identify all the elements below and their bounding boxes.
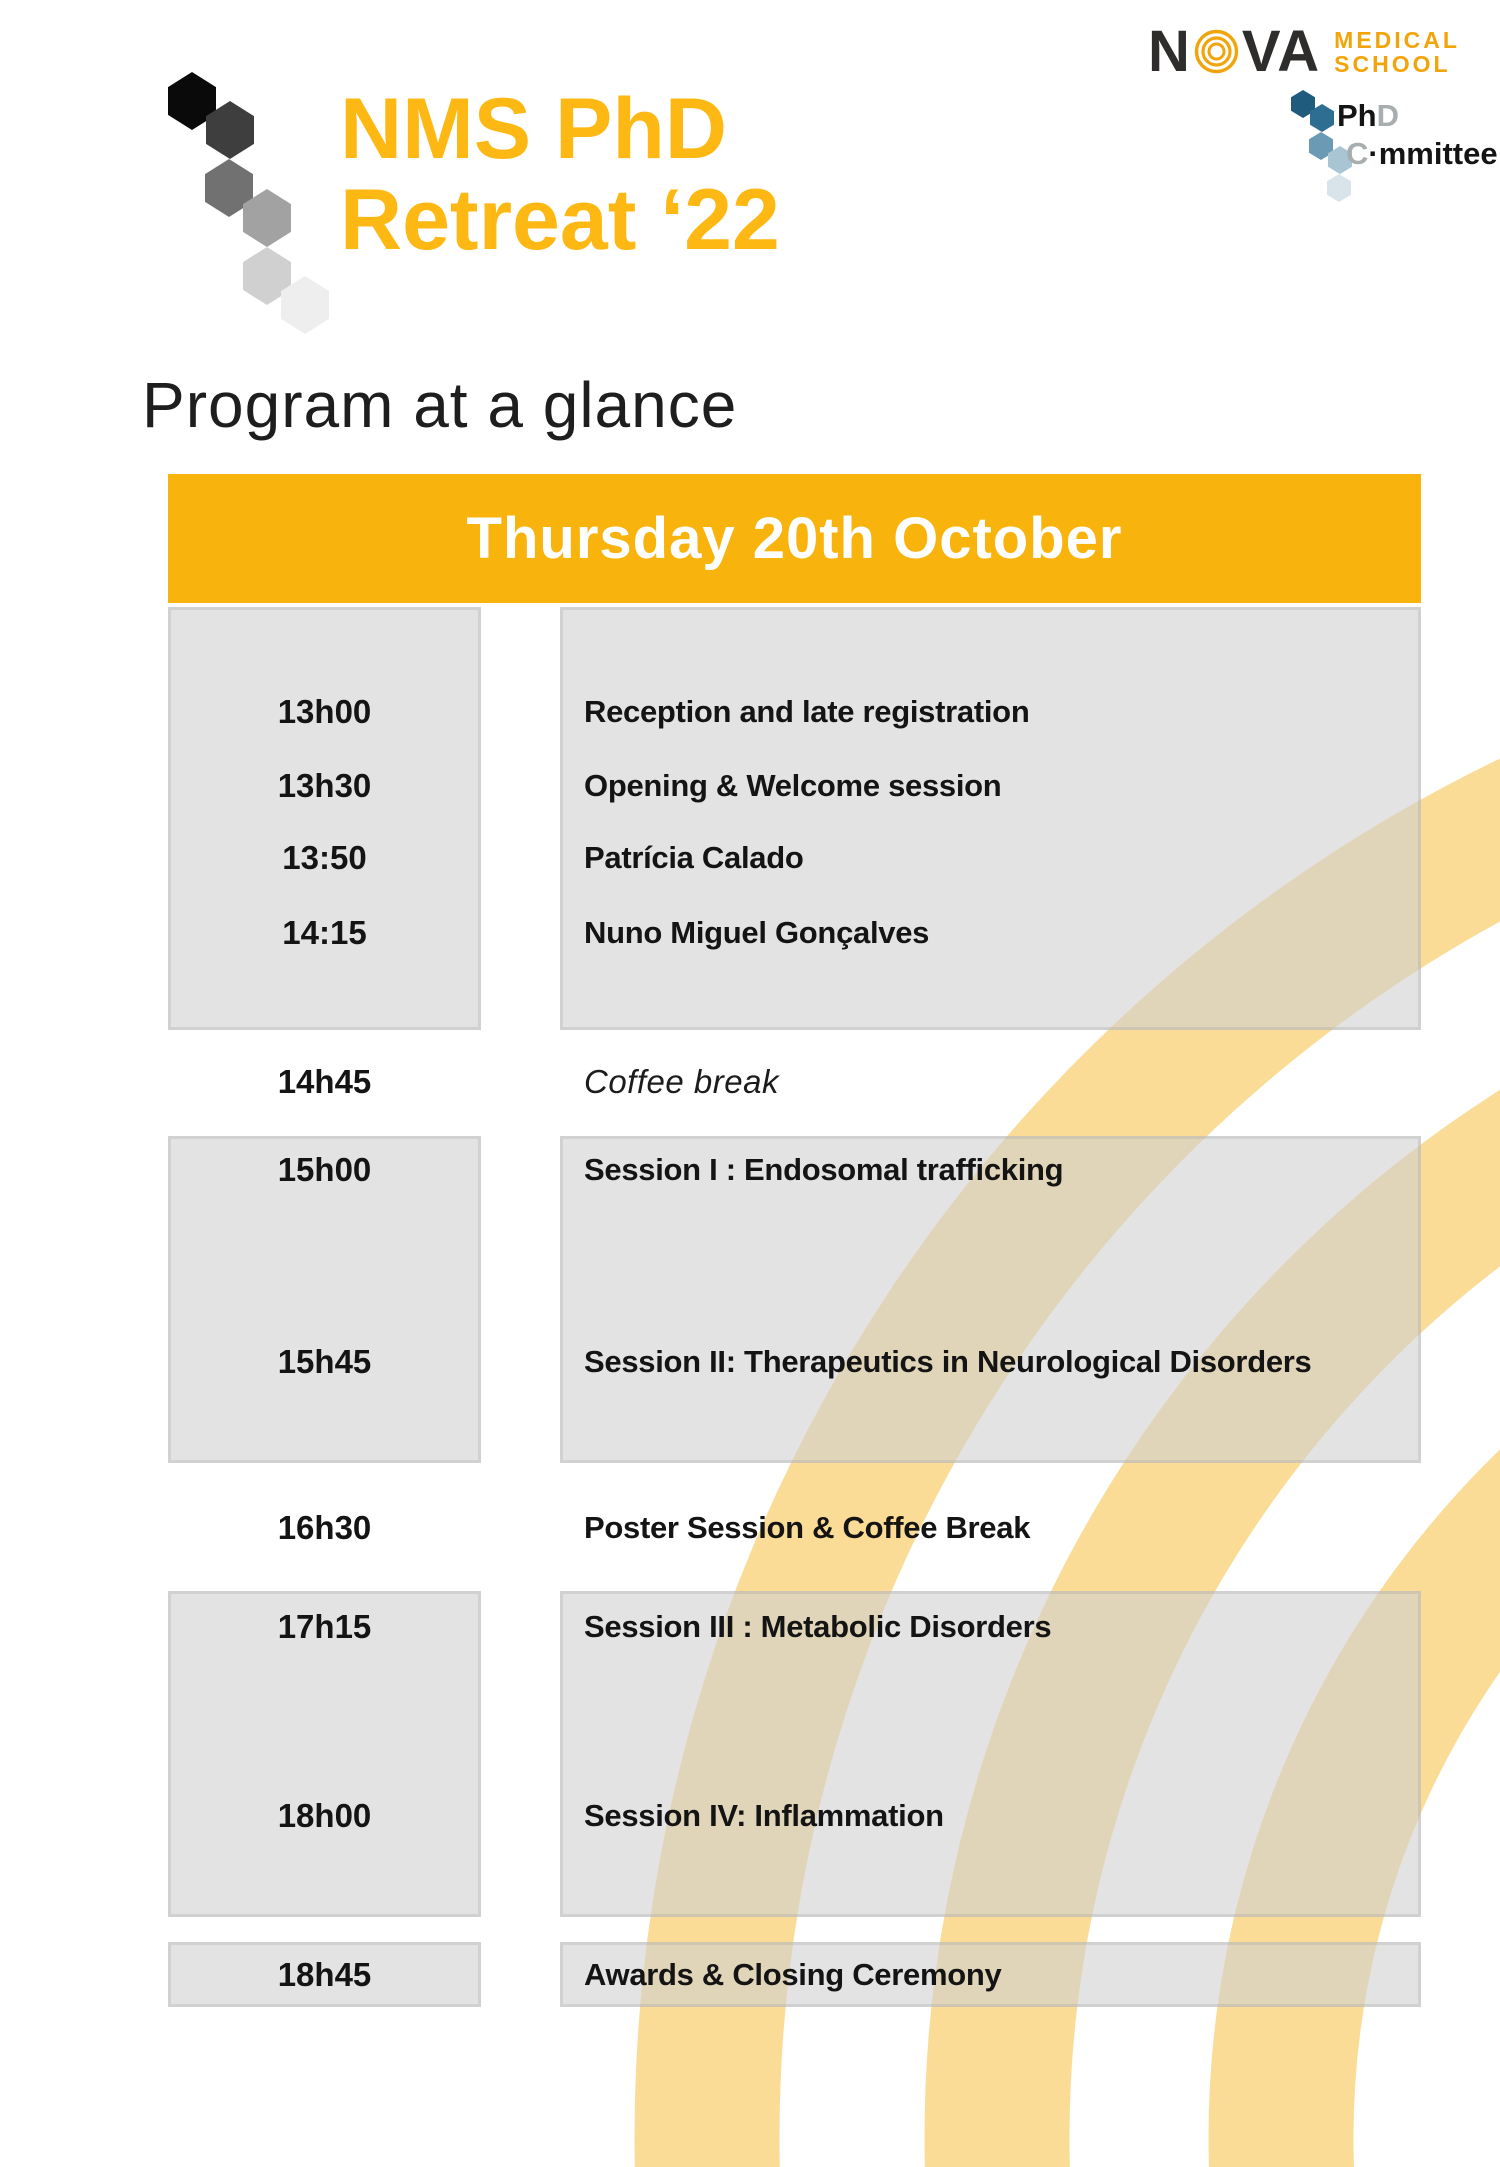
committee-dot: · <box>1368 136 1379 171</box>
schedule-event: Coffee break <box>584 1063 779 1100</box>
schedule-row <box>0 760 1500 812</box>
schedule-row <box>0 1502 1500 1554</box>
event-column-block-1 <box>560 607 1421 1030</box>
schedule-time: 13h00 <box>277 693 372 730</box>
schedule-time: 18h00 <box>277 1797 372 1834</box>
schedule-row <box>0 686 1500 738</box>
schedule-time: 13:50 <box>282 839 367 876</box>
committee-ph: Ph <box>1337 98 1377 133</box>
schedule-time: 15h45 <box>277 1343 372 1380</box>
schedule-event: Nuno Miguel Gonçalves <box>584 915 930 950</box>
schedule-row <box>0 1056 1500 1108</box>
schedule-event: Poster Session & Coffee Break <box>584 1510 1031 1545</box>
schedule-event: Session II: Therapeutics in Neurological Disorders <box>584 1344 1312 1379</box>
schedule-row <box>0 832 1500 884</box>
schedule-time: 13h30 <box>277 767 372 804</box>
committee-d-bracket: D <box>1376 98 1400 133</box>
schedule-time: 15h00 <box>277 1151 372 1188</box>
nova-wordmark <box>1148 18 1320 85</box>
event-title-line1: NMS PhD <box>340 81 727 177</box>
schedule-time: 14h45 <box>277 1063 372 1100</box>
day-banner-label: Thursday 20th October <box>466 506 1123 571</box>
schedule-event: Session IV: Inflammation <box>584 1798 944 1833</box>
schedule-time: 17h15 <box>277 1608 372 1645</box>
committee-text-phd <box>1337 98 1399 134</box>
schedule-row <box>0 1949 1500 2001</box>
time-column-block-1 <box>168 607 481 1030</box>
schedule-time: 14:15 <box>282 914 367 951</box>
nova-letters-va: VA <box>1241 19 1321 84</box>
committee-text-committee <box>1346 136 1498 172</box>
schedule-event: Patrícia Calado <box>584 840 804 875</box>
committee-rest: mmittee <box>1378 136 1498 171</box>
schedule-row <box>0 907 1500 959</box>
schedule-event: Opening & Welcome session <box>584 768 1002 803</box>
schedule-time: 16h30 <box>277 1509 372 1546</box>
nova-subtitle-line1: MEDICAL <box>1334 26 1460 53</box>
schedule-event: Awards & Closing Ceremony <box>584 1957 1002 1992</box>
schedule-row <box>0 1144 1500 1196</box>
schedule-event: Reception and late registration <box>584 694 1030 729</box>
nova-letter-n: N <box>1148 19 1191 84</box>
schedule-event: Session I : Endosomal trafficking <box>584 1152 1064 1187</box>
event-title-line2: Retreat ‘22 <box>340 172 780 268</box>
nova-rings-icon <box>1193 28 1240 75</box>
nova-medical-school-logo <box>1148 18 1460 85</box>
schedule-row <box>0 1790 1500 1842</box>
page-title: Program at a glance <box>142 369 738 441</box>
schedule-row <box>0 1336 1500 1388</box>
committee-c-bracket: C <box>1346 136 1369 171</box>
nova-subtitle-line2: SCHOOL <box>1334 50 1451 77</box>
day-banner <box>168 474 1421 603</box>
schedule-time: 18h45 <box>277 1956 372 1993</box>
nova-subtitle <box>1334 28 1460 76</box>
schedule-event: Session III : Metabolic Disorders <box>584 1609 1052 1644</box>
schedule-row <box>0 1601 1500 1653</box>
event-title <box>340 81 780 268</box>
